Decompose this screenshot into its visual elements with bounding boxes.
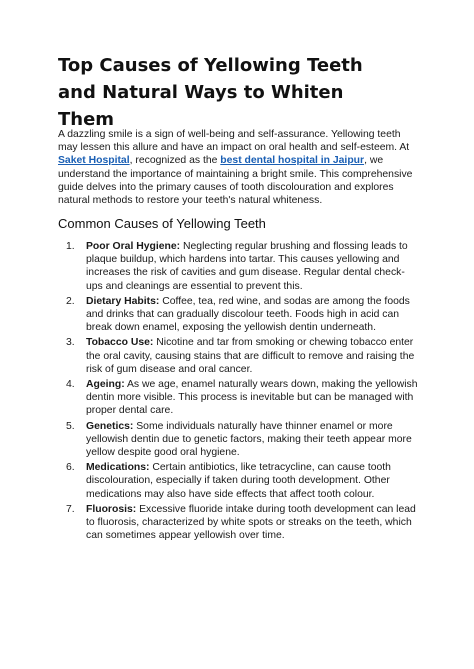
- list-item-text: Neglecting regular brushing and flossing leads to plaque buildup, which hardens into tartar. This causes yellowing and increases the risk of cavities and gum disease. Regular dental check-ups and cleanings are essential to prevent this.: [86, 241, 408, 292]
- list-item-text: As we age, enamel naturally wears down, making the yellowish dentin more visible. This process is inevitable but can be managed with proper dental care.: [86, 379, 418, 417]
- list-item-text: Coffee, tea, red wine, and sodas are among the foods and drinks that can gradually discolour teeth. Foods high in acid can break down enamel, exposing the yellowish dentin underneath.: [86, 295, 410, 334]
- page-title: Top Causes of Yellowing Teeth and Natural Ways to Whiten Them: [58, 55, 363, 130]
- list-item: [66, 240, 418, 293]
- list-item: [66, 336, 418, 376]
- list-item: [66, 420, 418, 460]
- list-item: [66, 378, 418, 418]
- list-item-number: 3.: [66, 337, 75, 349]
- list-item-number: 6.: [66, 462, 75, 474]
- causes-list: [66, 240, 418, 544]
- list-item-term: Dietary Habits:: [86, 295, 160, 307]
- intro-text-2: , recognized as the: [129, 155, 221, 167]
- list-item-term: Genetics:: [86, 420, 134, 432]
- list-item: [66, 461, 418, 501]
- list-item-number: 1.: [66, 241, 75, 252]
- best-dental-hospital-link[interactable]: best dental hospital in Jaipur: [220, 155, 365, 167]
- list-item-number: 7.: [66, 503, 75, 515]
- list-item-term: Ageing:: [86, 379, 125, 391]
- list-item-number: 5.: [66, 420, 75, 432]
- list-item-term: Fluorosis:: [86, 503, 137, 515]
- list-item: [66, 295, 418, 335]
- list-item-text: Some individuals naturally have thinner enamel or more yellowish dentin due to genetic factors, making their teeth appear more yellow despite good oral hygiene.: [86, 420, 412, 459]
- list-item-term: Medications:: [86, 462, 150, 474]
- list-item: [66, 503, 418, 543]
- list-item-term: Tobacco Use:: [86, 337, 154, 349]
- section-heading: Common Causes of Yellowing Teeth: [58, 216, 266, 231]
- list-item-text: Certain antibiotics, like tetracycline, can cause tooth discolouration, especially if taken during tooth development. Other medications may also have side effects that affect tooth colour.: [86, 462, 391, 500]
- list-item-text: Excessive fluoride intake during tooth development can lead to fluorosis, characterized by white spots or streaks on the teeth, which can sometimes appear yellowish over time.: [86, 503, 416, 542]
- list-item-term: Poor Oral Hygiene:: [86, 241, 181, 252]
- list-item-text: Nicotine and tar from smoking or chewing tobacco enter the oral cavity, causing stains that are difficult to remove and raising the risk of gum disease and oral cancer.: [86, 337, 415, 375]
- list-item-number: 4.: [66, 379, 75, 391]
- intro-text-3: , we understand the importance of maintaining a bright smile. This comprehensive guide delves into the primary causes of tooth discolouration and explores natural methods to restore your teeth's natural whiteness.: [58, 155, 413, 207]
- list-item-number: 2.: [66, 295, 75, 307]
- intro-paragraph: [58, 128, 418, 207]
- intro-text-1: A dazzling smile is a sign of well-being and self-assurance. Yellowing teeth may lessen this allure and have an impact on oral health and self-esteem. At: [58, 129, 410, 154]
- saket-hospital-link[interactable]: Saket Hospital: [58, 155, 130, 167]
